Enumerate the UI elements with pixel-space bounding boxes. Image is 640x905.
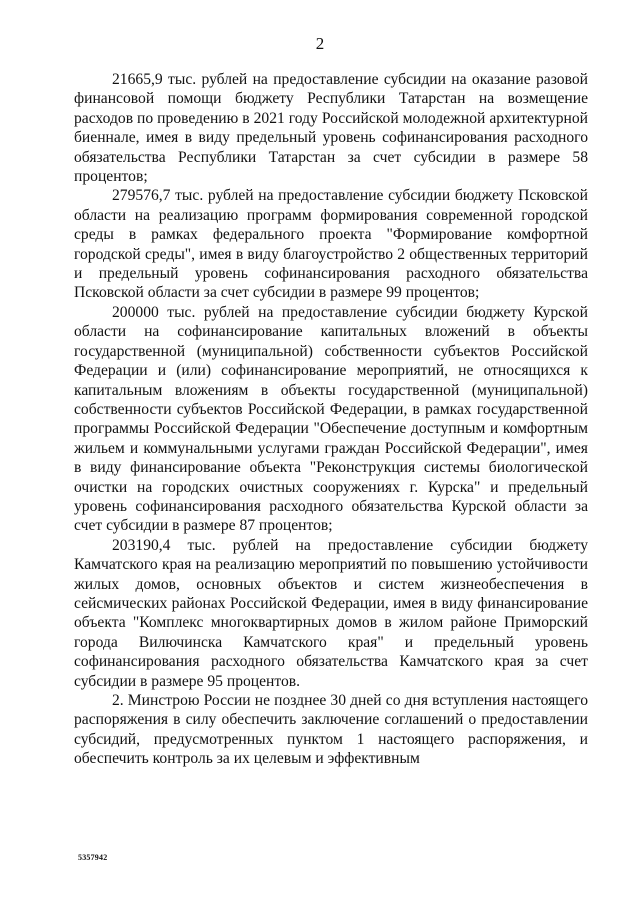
paragraph-kursk-subsidy: 200000 тыс. рублей на предоставление субсидии бюджету Курской области на софинансирование капитальных вложений в объекты государственной (муниципальной) собственности субъектов Российской Федерации и (или) софинансирование мероприятий, не относящихся к капитальным вложениям в объекты государственной (муниципальной) собственности субъектов Российской Федерации, в рамках государственной программы Российской Федерации "Обеспечение доступным и комфортным жильем и коммунальными услугами граждан Российской Федерации", имея в виду финансирование объекта "Реконструкция системы биологической очистки на городских очистных сооружениях г. Курска" и предельный уровень софинансирования расходного обязательства Курской области за счет субсидии в размере 87 процентов; bbox=[74, 303, 588, 535]
page-number: 2 bbox=[315, 34, 325, 53]
document-body bbox=[74, 70, 588, 769]
paragraph-pskov-subsidy: 279576,7 тыс. рублей на предоставление субсидии бюджету Псковской области на реализацию программ формирования современной городской среды в рамках федерального проекта "Формирование комфортной городской среды", имея в виду благоустройство 2 общественных территорий и предельный уровень софинансирования расходного обязательства Псковской области за счет субсидии в размере 99 процентов; bbox=[74, 187, 588, 302]
paragraph-kamchatka-subsidy: 203190,4 тыс. рублей на предоставление субсидии бюджету Камчатского края на реализацию мероприятий по повышению устойчивости жилых домов, основных объектов и систем жизнеобеспечения в сейсмических районах Российской Федерации, имея в виду финансирование объекта "Комплекс многоквартирных домов в жилом районе Приморский города Вилючинска Камчатского края" и предельный уровень софинансирования расходного обязательства Камчатского края за счет субсидии в размере 95 процентов. bbox=[74, 536, 588, 690]
document-code: 5357942 bbox=[78, 853, 108, 862]
paragraph-minstroy-instruction: 2. Минстрою России не позднее 30 дней со дня вступления настоящего распоряжения в силу обеспечить заключение соглашений о предоставлении субсидий, предусмотренных пунктом 1 настоящего распоряжения, и обеспечить контроль за их целевым и эффективным bbox=[74, 692, 588, 768]
paragraph-tatarstan-subsidy: 21665,9 тыс. рублей на предоставление субсидии на оказание разовой финансовой помощи бюджету Республики Татарстан на возмещение расходов по проведению в 2021 году Российской молодежной архитектурной биеннале, имея в виду предельный уровень софинансирования расходного обязательства Республики Татарстан за счет субсидии в размере 58 процентов; bbox=[74, 71, 588, 186]
